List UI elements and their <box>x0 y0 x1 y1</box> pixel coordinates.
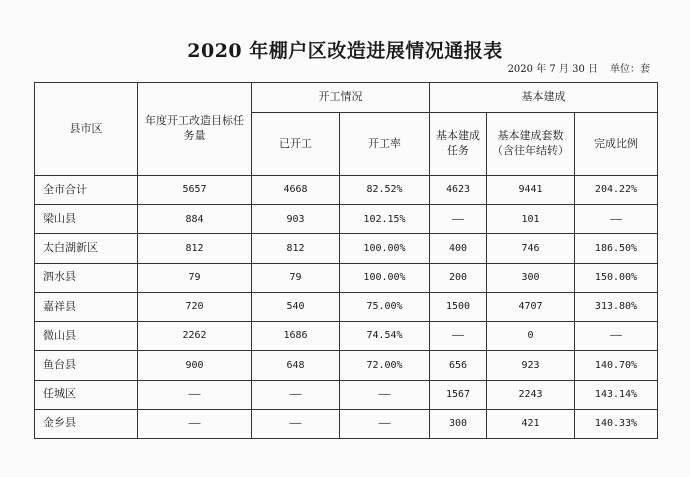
report-date: 2020 年 7 月 30 日 <box>507 64 598 75</box>
cell-completion: —— <box>575 205 658 234</box>
cell-target: —— <box>138 380 252 409</box>
header-started: 已开工 <box>252 113 340 176</box>
cell-built-count: 9441 <box>487 176 575 205</box>
cell-built-task: —— <box>430 205 487 234</box>
header-built-count: 基本建成套数（含往年结转） <box>487 113 575 176</box>
table-row <box>35 380 658 409</box>
cell-started: 1686 <box>252 322 340 351</box>
cell-start-rate: —— <box>340 409 430 438</box>
cell-built-task: —— <box>430 322 487 351</box>
cell-built-count: 923 <box>487 351 575 380</box>
cell-started: 540 <box>252 292 340 321</box>
table-body <box>35 176 658 439</box>
cell-start-rate: 100.00% <box>340 234 430 263</box>
cell-built-task: 4623 <box>430 176 487 205</box>
cell-county: 全市合计 <box>35 176 138 205</box>
header-start-rate: 开工率 <box>340 113 430 176</box>
cell-built-count: 101 <box>487 205 575 234</box>
header-county: 县市区 <box>35 83 138 176</box>
cell-target: 2262 <box>138 322 252 351</box>
cell-built-count: 300 <box>487 263 575 292</box>
cell-start-rate: 102.15% <box>340 205 430 234</box>
cell-start-rate: —— <box>340 380 430 409</box>
cell-completion: 143.14% <box>575 380 658 409</box>
table-row <box>35 351 658 380</box>
header-started-group: 开工情况 <box>252 83 430 113</box>
table-row <box>35 176 658 205</box>
cell-completion: 204.22% <box>575 176 658 205</box>
unit-label: 单位：套 <box>610 64 650 75</box>
cell-completion: 140.70% <box>575 351 658 380</box>
cell-county: 鱼台县 <box>35 351 138 380</box>
cell-target: 79 <box>138 263 252 292</box>
cell-start-rate: 82.52% <box>340 176 430 205</box>
cell-county: 梁山县 <box>35 205 138 234</box>
cell-built-count: 421 <box>487 409 575 438</box>
table-row <box>35 205 658 234</box>
header-built-group: 基本建成 <box>430 83 658 113</box>
cell-completion: 150.00% <box>575 263 658 292</box>
cell-built-task: 200 <box>430 263 487 292</box>
cell-county: 金乡县 <box>35 409 138 438</box>
cell-target: 5657 <box>138 176 252 205</box>
cell-target: —— <box>138 409 252 438</box>
cell-completion: 186.50% <box>575 234 658 263</box>
cell-completion: —— <box>575 322 658 351</box>
cell-completion: 140.33% <box>575 409 658 438</box>
cell-built-task: 400 <box>430 234 487 263</box>
cell-start-rate: 75.00% <box>340 292 430 321</box>
cell-completion: 313.80% <box>575 292 658 321</box>
cell-started: —— <box>252 380 340 409</box>
cell-built-task: 1500 <box>430 292 487 321</box>
cell-county: 太白湖新区 <box>35 234 138 263</box>
header-built-task: 基本建成任务 <box>430 113 487 176</box>
cell-built-task: 656 <box>430 351 487 380</box>
table-row <box>35 292 658 321</box>
cell-built-task: 1567 <box>430 380 487 409</box>
cell-started: 648 <box>252 351 340 380</box>
progress-table <box>34 82 658 439</box>
cell-start-rate: 72.00% <box>340 351 430 380</box>
header-target: 年度开工改造目标任务量 <box>138 83 252 176</box>
cell-target: 884 <box>138 205 252 234</box>
cell-target: 900 <box>138 351 252 380</box>
report-meta <box>508 60 650 75</box>
cell-start-rate: 74.54% <box>340 322 430 351</box>
cell-started: 812 <box>252 234 340 263</box>
cell-built-count: 4707 <box>487 292 575 321</box>
cell-started: 903 <box>252 205 340 234</box>
cell-start-rate: 100.00% <box>340 263 430 292</box>
cell-started: —— <box>252 409 340 438</box>
table-row <box>35 234 658 263</box>
cell-built-count: 746 <box>487 234 575 263</box>
cell-target: 720 <box>138 292 252 321</box>
cell-built-task: 300 <box>430 409 487 438</box>
cell-started: 79 <box>252 263 340 292</box>
page-title: 2020 年棚户区改造进展情况通报表 <box>187 40 503 62</box>
cell-county: 任城区 <box>35 380 138 409</box>
cell-started: 4668 <box>252 176 340 205</box>
header-completion: 完成比例 <box>575 113 658 176</box>
cell-county: 泗水县 <box>35 263 138 292</box>
table-row <box>35 322 658 351</box>
table-row <box>35 263 658 292</box>
table-row <box>35 409 658 438</box>
cell-county: 嘉祥县 <box>35 292 138 321</box>
cell-county: 微山县 <box>35 322 138 351</box>
cell-built-count: 0 <box>487 322 575 351</box>
cell-target: 812 <box>138 234 252 263</box>
cell-built-count: 2243 <box>487 380 575 409</box>
